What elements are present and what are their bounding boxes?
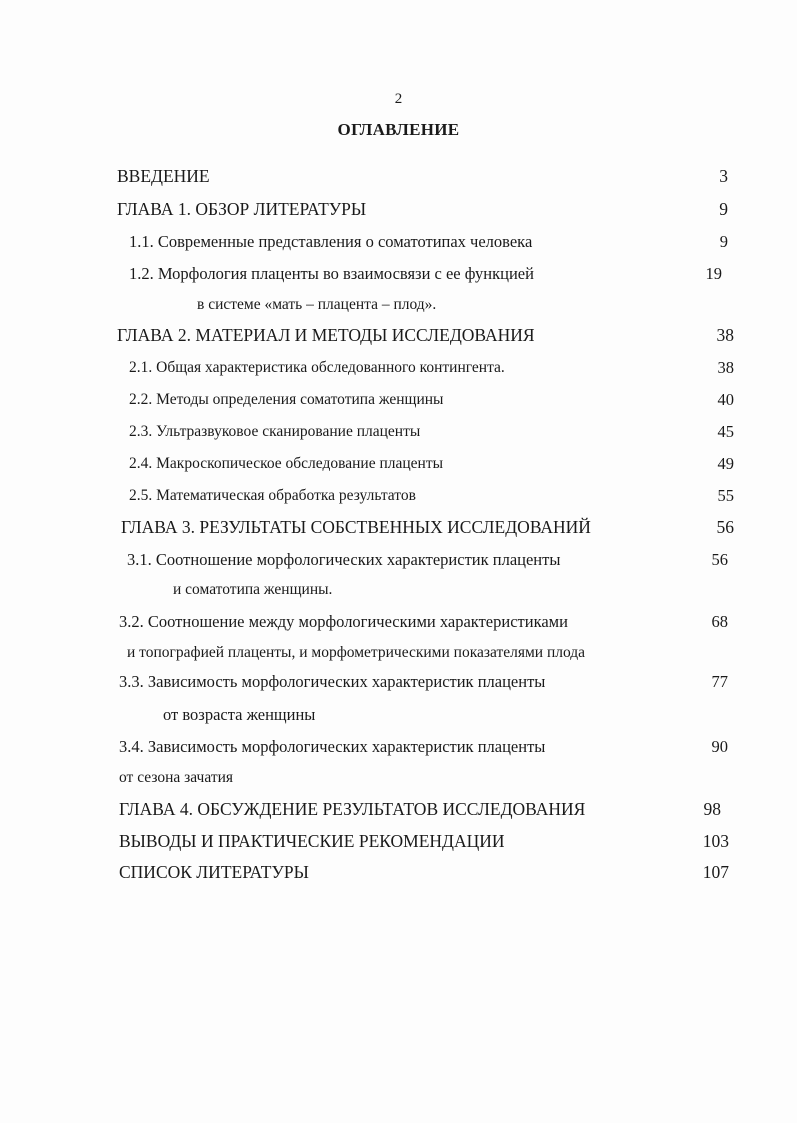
toc-page-number: 45 xyxy=(717,422,734,441)
toc-page-number: 3 xyxy=(719,166,728,186)
toc-entry-section-2-5: 2.5. Математическая обработка результатов xyxy=(129,487,416,504)
toc-page-number: 56 xyxy=(711,550,728,569)
toc-page-number: 56 xyxy=(716,517,734,537)
toc-page-number: 107 xyxy=(702,862,729,882)
toc-page-number: 90 xyxy=(711,737,728,756)
toc-entry-chapter-3: ГЛАВА 3. РЕЗУЛЬТАТЫ СОБСТВЕННЫХ ИССЛЕДОВАНИЙ xyxy=(121,517,591,537)
toc-entry-section-3-2-cont: и топографией плаценты, и морфометрическими показателями плода xyxy=(127,644,586,661)
toc-entry-section-3-3-cont: от возраста женщины xyxy=(163,705,316,724)
toc-entry-section-2-2: 2.2. Методы определения соматотипа женщины xyxy=(129,391,444,408)
toc-entry-section-3-3: 3.3. Зависимость морфологических характеристик плаценты xyxy=(119,672,546,691)
toc-entry-section-2-1: 2.1. Общая характеристика обследованного контингента. xyxy=(129,359,505,376)
toc-page-number: 38 xyxy=(716,325,734,345)
toc-entry-section-1-1: 1.1. Современные представления о соматотипах человека xyxy=(129,232,533,251)
toc-entry-section-3-4-cont: от сезона зачатия xyxy=(119,769,234,786)
page-number: 2 xyxy=(394,91,403,107)
toc-page-number: 98 xyxy=(703,799,721,819)
toc-page-number: 38 xyxy=(717,358,734,377)
toc-entry-chapter-4: ГЛАВА 4. ОБСУЖДЕНИЕ РЕЗУЛЬТАТОВ ИССЛЕДОВАНИЯ xyxy=(119,799,586,819)
toc-entry-section-3-4: 3.4. Зависимость морфологических характеристик плаценты xyxy=(119,737,546,756)
toc-entry-conclusions: ВЫВОДЫ И ПРАКТИЧЕСКИЕ РЕКОМЕНДАЦИИ xyxy=(119,831,505,851)
toc-page-number: 9 xyxy=(719,232,728,251)
toc-page-number: 49 xyxy=(717,454,734,473)
toc-entry-section-1-2: 1.2. Морфология плаценты во взаимосвязи с ее функцией xyxy=(129,264,534,283)
toc-page-number: 40 xyxy=(717,390,734,409)
toc-entry-chapter-1: ГЛАВА 1. ОБЗОР ЛИТЕРАТУРЫ xyxy=(117,199,367,219)
toc-entry-section-3-2: 3.2. Соотношение между морфологическими характеристиками xyxy=(119,612,568,631)
toc-entry-section-3-1-cont: и соматотипа женщины. xyxy=(173,581,333,598)
toc-entry-section-3-1: 3.1. Соотношение морфологических характеристик плаценты xyxy=(127,550,561,569)
toc-page-number: 77 xyxy=(711,672,728,691)
toc-entry-section-2-4: 2.4. Макроскопическое обследование плаценты xyxy=(129,455,444,472)
toc-entry-references: СПИСОК ЛИТЕРАТУРЫ xyxy=(119,862,309,882)
toc-entry-section-1-2-cont: в системе «мать – плацента – плод». xyxy=(197,296,437,313)
toc-page-number: 55 xyxy=(717,486,734,505)
toc-entry-introduction: ВВЕДЕНИЕ xyxy=(117,166,210,186)
toc-page-number: 9 xyxy=(719,199,728,219)
toc-page-number: 19 xyxy=(705,264,722,283)
toc-page-number: 103 xyxy=(702,831,729,851)
toc-page-number: 68 xyxy=(711,612,728,631)
toc-entry-chapter-2: ГЛАВА 2. МАТЕРИАЛ И МЕТОДЫ ИССЛЕДОВАНИЯ xyxy=(117,325,535,345)
toc-entry-section-2-3: 2.3. Ультразвуковое сканирование плаценты xyxy=(129,423,421,440)
toc-title: ОГЛАВЛЕНИЕ xyxy=(337,120,460,139)
